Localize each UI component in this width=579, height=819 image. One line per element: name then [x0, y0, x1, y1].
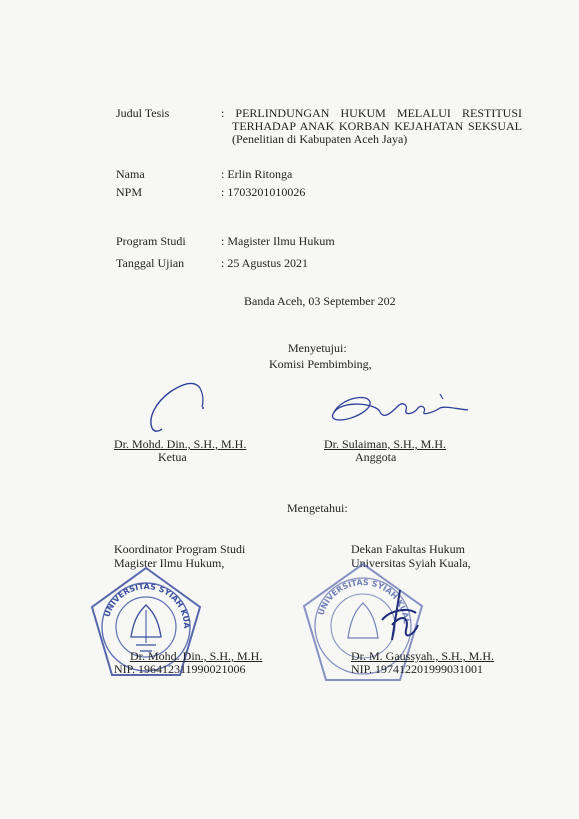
anggota-signature — [322, 390, 472, 430]
koord-title-2: Magister Ilmu Hukum, — [114, 556, 225, 570]
judul-line-2: TERHADAP ANAK KORBAN KEJAHATAN SEKSUAL — [232, 119, 522, 133]
judul-line-3: (Penelitian di Kabupaten Aceh Jaya) — [232, 132, 408, 146]
tanggal-label: Tanggal Ujian — [116, 256, 185, 270]
dekan-name: Dr. M. Gaussyah., S.H., M.H. — [351, 649, 495, 663]
ketua-signature — [140, 378, 220, 438]
npm-value: : 1703201010026 — [221, 185, 306, 199]
judul-line-1: : PERLINDUNGAN HUKUM MELALUI RESTITUSI — [221, 106, 522, 120]
menyetujui-heading: Menyetujui: — [288, 341, 347, 355]
dekan-title-2: Universitas Syiah Kuala, — [351, 556, 471, 570]
tanggal-value: : 25 Agustus 2021 — [221, 256, 309, 270]
judul-label: Judul Tesis — [116, 106, 170, 120]
prodi-label: Program Studi — [116, 234, 186, 248]
dekan-signature — [370, 585, 430, 655]
dekan-title-1: Dekan Fakultas Hukum — [351, 542, 465, 556]
prodi-value: : Magister Ilmu Hukum — [221, 234, 335, 248]
anggota-name: Dr. Sulaiman, S.H., M.H. — [324, 437, 447, 451]
koord-name: Dr. Mohd. Din., S.H., M.H. — [130, 649, 263, 663]
komisi-heading: Komisi Pembimbing, — [269, 357, 372, 371]
koord-nip: NIP. 196412311990021006 — [114, 662, 246, 676]
place-date: Banda Aceh, 03 September 202 — [244, 294, 396, 308]
nama-label: Nama — [116, 167, 145, 181]
mengetahui-heading: Mengetahui: — [287, 501, 348, 515]
anggota-role: Anggota — [355, 450, 397, 464]
ketua-name: Dr. Mohd. Din., S.H., M.H. — [114, 437, 247, 451]
dekan-nip: NIP. 197412201999031001 — [351, 662, 484, 676]
koord-title-1: Koordinator Program Studi — [114, 542, 246, 556]
stamp-right-text: UNIVERSITAS SYIAH KUALA — [294, 553, 411, 625]
npm-label: NPM — [116, 185, 143, 199]
ketua-role: Ketua — [158, 450, 187, 464]
stamp-left-text: UNIVERSITAS SYIAH KUALA — [82, 558, 192, 629]
nama-value: : Erlin Ritonga — [221, 167, 293, 181]
